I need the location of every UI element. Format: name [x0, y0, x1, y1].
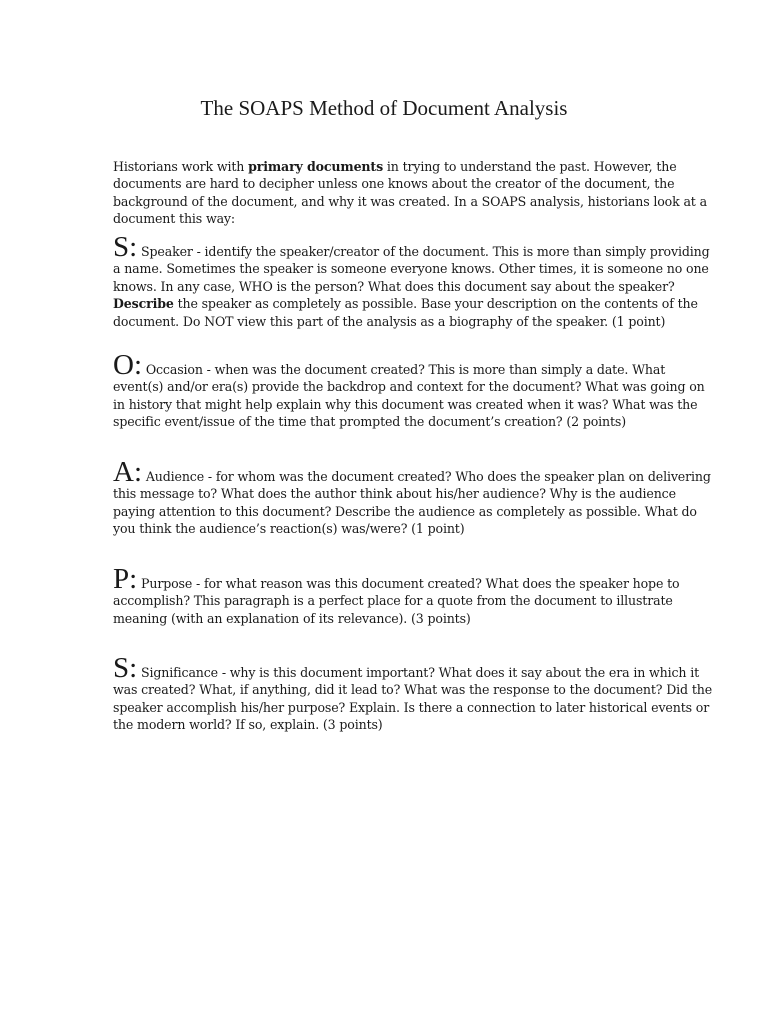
- section-letter: S:: [113, 231, 138, 263]
- intro-paragraph: [113, 158, 713, 228]
- section-letter: S:: [113, 652, 138, 684]
- section-purpose: [113, 563, 713, 627]
- section-audience: [113, 456, 713, 538]
- section-speaker: [113, 231, 713, 330]
- section-text: Speaker - identify the speaker/creator of the document. This is more than simply providing a name. Sometimes the speaker is someone everyone knows. Other times, it is someone no one knows. In any case, WHO is the person? What does this document say about the speaker?: [113, 244, 710, 294]
- section-text: the speaker as completely as possible. Base your description on the contents of the document. Do NOT view this part of the analysis as a biography of the speaker. (1 point): [113, 296, 698, 329]
- intro-text-post: in trying to understand the past. However, the documents are hard to decipher unless one knows about the creator of the document, the background of the document, and why it was created. In a SOAPS analysis, historians look at a document this way:: [113, 159, 707, 227]
- intro-text-bold: primary documents: [248, 159, 384, 174]
- section-text-bold: Describe: [113, 296, 174, 312]
- section-letter: P:: [113, 563, 138, 595]
- section-text: Audience - for whom was the document created? Who does the speaker plan on delivering this message to? What does the author think about his/her audience? Why is the audience paying attention to this document? Describe the audience as completely as possible. What do you think the audience’s reaction(s) was/were? (1 point): [113, 469, 711, 537]
- section-letter: A:: [113, 456, 142, 488]
- section-occasion: [113, 349, 713, 431]
- section-text: Occasion - when was the document created? This is more than simply a date. What event(s) and/or era(s) provide the backdrop and context for the document? What was going on in history that might help explain why this document was created when it was? What was the specific event/issue of the time that prompted the document’s creation? (2 points): [113, 362, 705, 430]
- section-letter: O:: [113, 349, 142, 381]
- page-title: The SOAPS Method of Document Analysis: [200, 96, 568, 120]
- section-text: Significance - why is this document important? What does it say about the era in which it was created? What, if anything, did it lead to? What was the response to the document? Did the speaker accomplish his/her purpose? Explain. Is there a connection to later historical events or the modern world? If so, explain. (3 points): [113, 665, 712, 733]
- intro-text-pre: Historians work with: [113, 159, 249, 174]
- section-text: Purpose - for what reason was this document created? What does the speaker hope to accomplish? This paragraph is a perfect place for a quote from the document to illustrate meaning (with an explanation of its relevance). (3 points): [113, 576, 680, 626]
- section-significance: [113, 652, 713, 734]
